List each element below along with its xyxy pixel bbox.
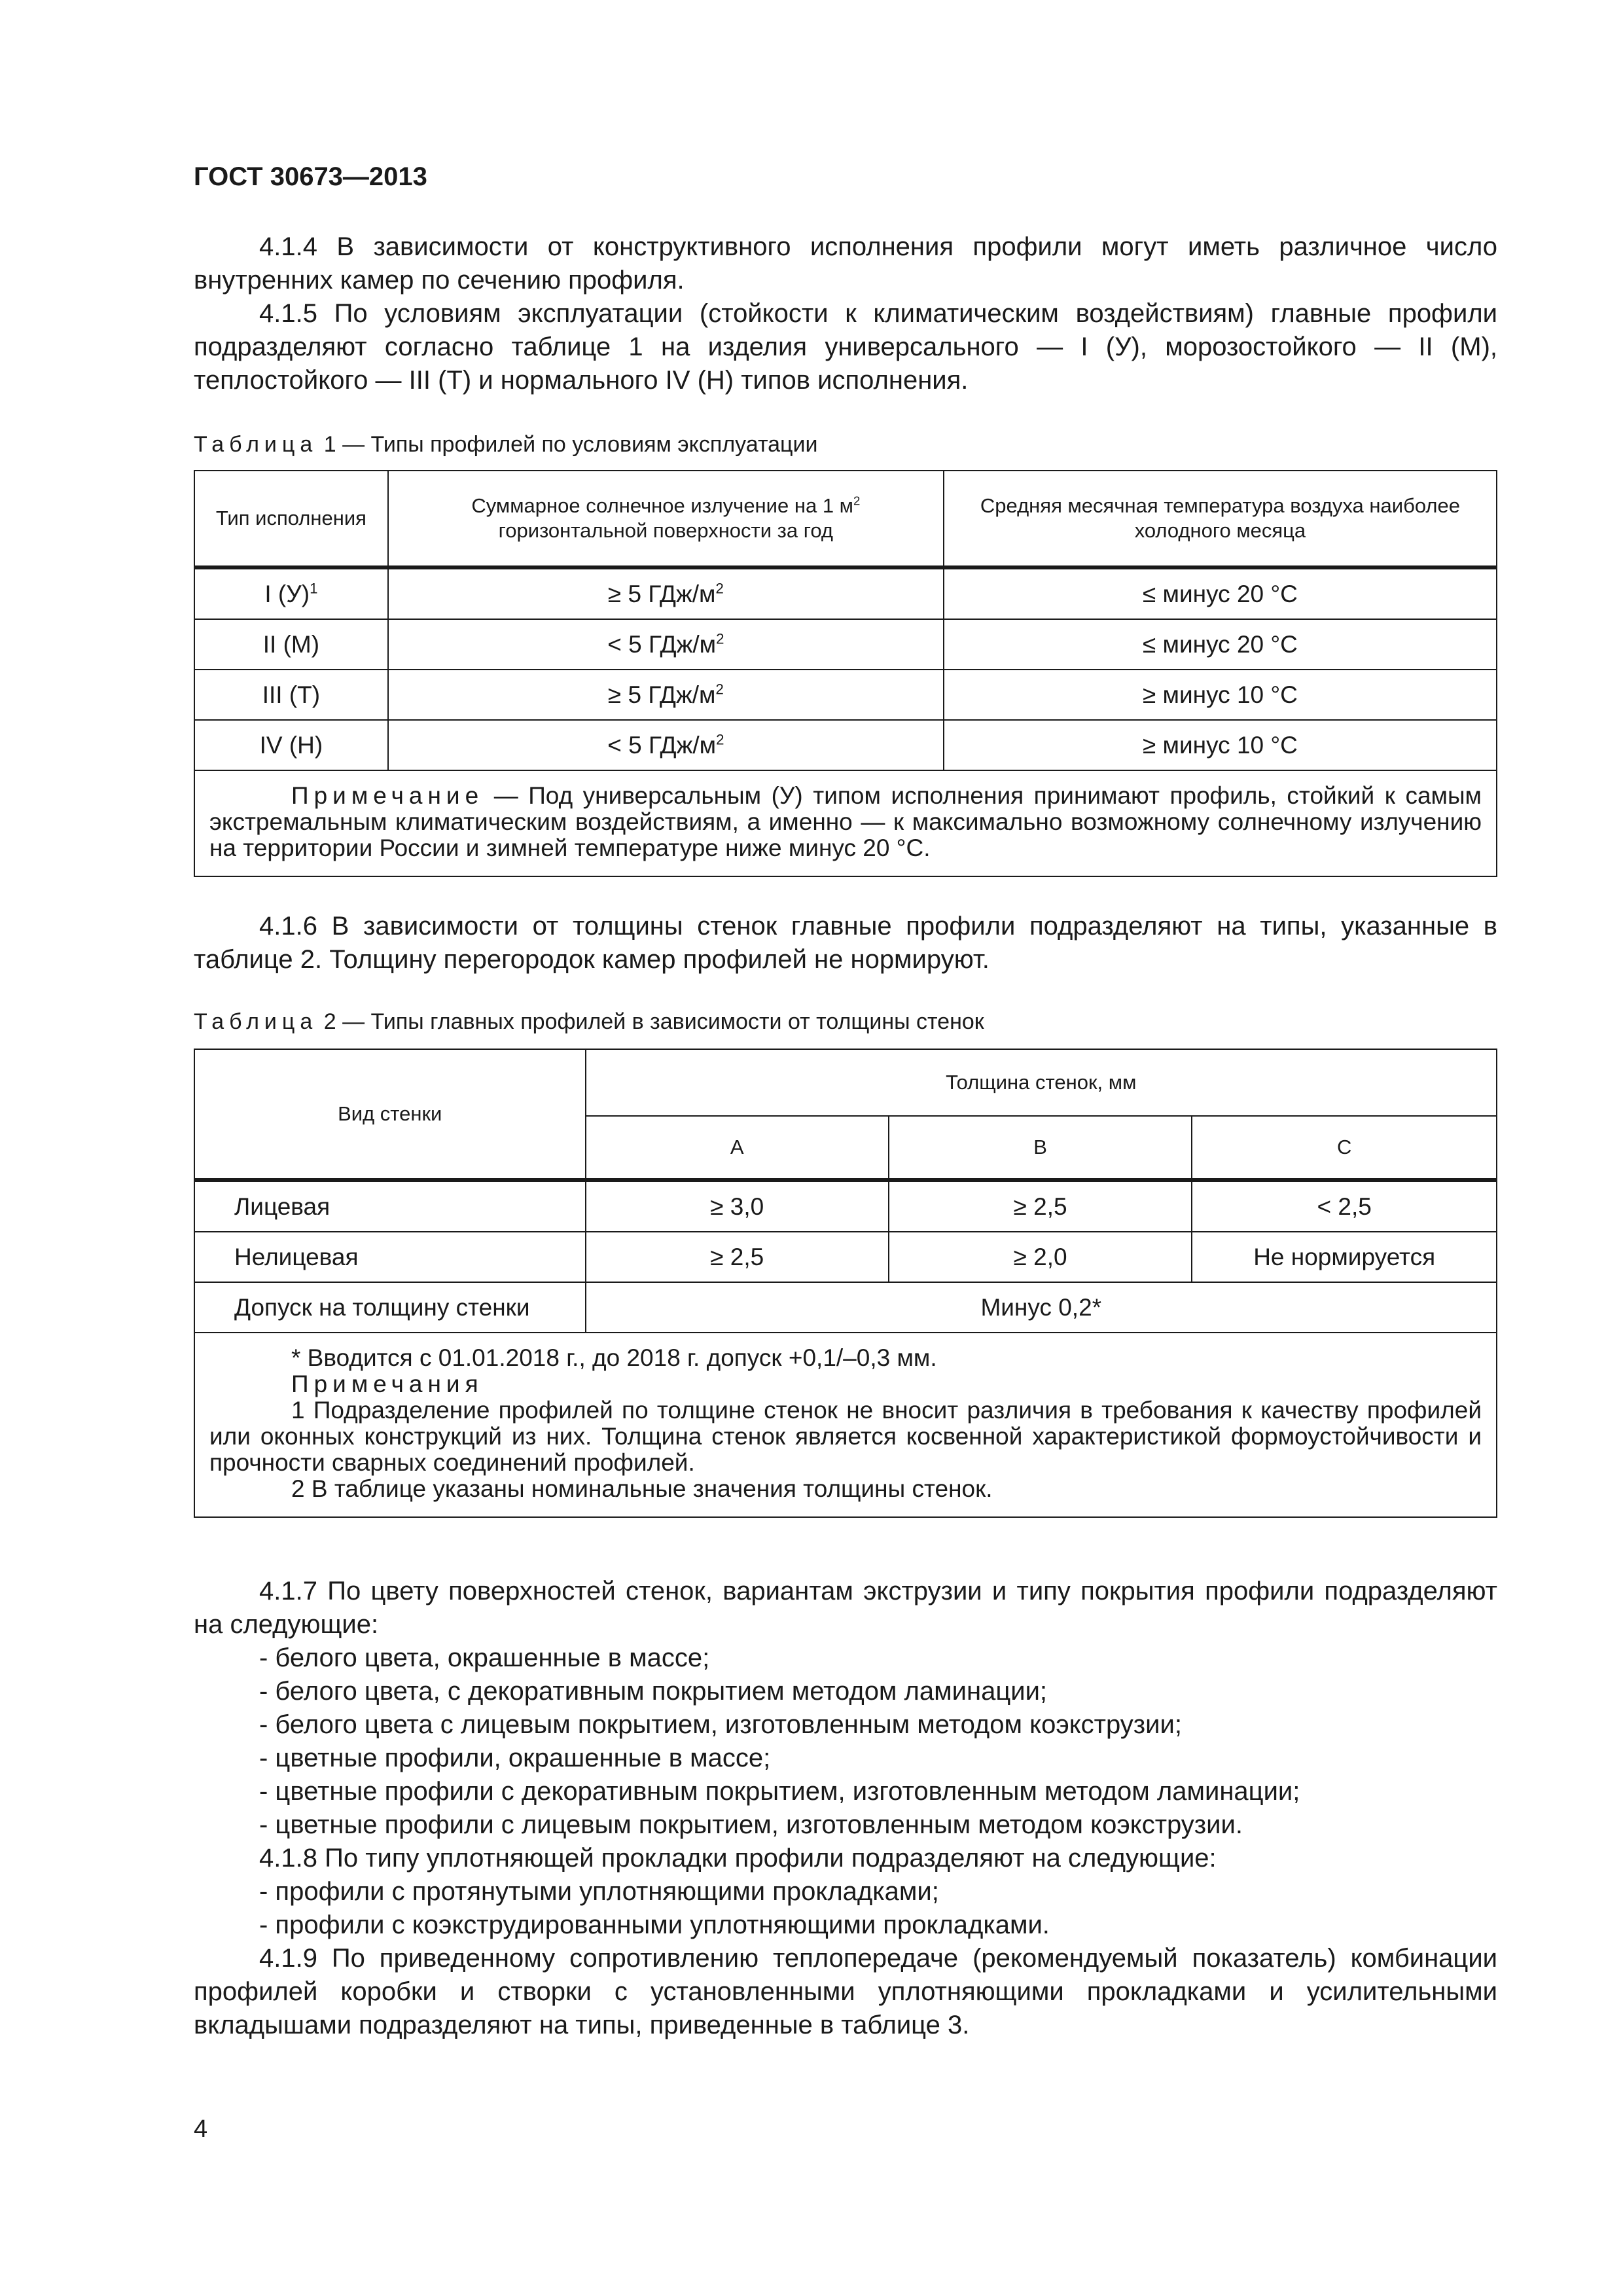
table-row	[194, 720, 1497, 770]
table2-cell-wall: Нелицевая	[194, 1232, 586, 1282]
list-item: - цветные профили с декоративным покрытием, изготовленным методом ламинации;	[259, 1777, 1300, 1806]
table1-cell-radiation	[388, 720, 944, 770]
cell-sup: 2	[716, 731, 724, 748]
table1	[194, 470, 1497, 877]
table2-notes-row	[194, 1333, 1497, 1517]
table1-caption	[194, 432, 818, 457]
list-item: - белого цвета с лицевым покрытием, изготовленным методом коэкструзии;	[259, 1710, 1182, 1739]
table2-notes-label: Примечания	[291, 1371, 484, 1397]
table2-header-thickness: Толщина стенок, мм	[586, 1049, 1497, 1116]
table1-header-row	[194, 471, 1497, 567]
table2-header-b: В	[889, 1116, 1192, 1180]
table1-cell-radiation	[388, 619, 944, 670]
table2-cell-wall: Лицевая	[194, 1180, 586, 1232]
table2-cell-b: ≥ 2,5	[889, 1180, 1192, 1232]
footnote-marker: 1	[310, 580, 318, 597]
table2-cell-c: < 2,5	[1192, 1180, 1497, 1232]
table1-cell-temperature: ≤ минус 20 °С	[944, 619, 1497, 670]
table1-cell-temperature: ≤ минус 20 °С	[944, 567, 1497, 619]
list-item: - профили с коэкструдированными уплотняющими прокладками.	[259, 1910, 1050, 1939]
cell-text: ≥ 5 ГДж/м	[607, 681, 716, 708]
table1-note	[194, 770, 1497, 876]
list-item: - белого цвета, окрашенные в массе;	[259, 1643, 710, 1672]
cell-sup: 2	[716, 630, 724, 647]
list-item: - профили с протянутыми уплотняющими прокладками;	[259, 1877, 939, 1906]
cell-sup: 2	[715, 580, 724, 597]
cell-text: < 5 ГДж/м	[607, 630, 717, 658]
table2-header-wall: Вид стенки	[194, 1049, 586, 1180]
list-item: - цветные профили с лицевым покрытием, изготовленным методом коэкструзии.	[259, 1810, 1243, 1839]
table1-cell-radiation	[388, 670, 944, 720]
table1-cell-type	[194, 567, 388, 619]
cell-text: ≥ 5 ГДж/м	[607, 580, 716, 607]
table2-footnote: * Вводится с 01.01.2018 г., до 2018 г. допуск +0,1/–0,3 мм.	[291, 1344, 937, 1371]
table2-caption	[194, 1009, 984, 1035]
table1-header-radiation-text: Суммарное солнечное излучение на 1 м	[471, 494, 853, 517]
paragraph-4-1-5: 4.1.5 По условиям эксплуатации (стойкости к климатическим воздействиям) главные профили подразделяют согласно таблице 1 на изделия универсального — I (У), морозостойкого — II (М), теплостойкого — III (Т) и нормального IV (Н) типов исполнения.	[194, 299, 1497, 395]
table1-cell-temperature: ≥ минус 10 °С	[944, 720, 1497, 770]
table1-cell-type: IV (Н)	[194, 720, 388, 770]
table1-header-radiation-line2: горизонтальной поверхности за год	[498, 519, 834, 542]
cell-text: I (У)	[264, 580, 310, 607]
table1-cell-type: III (Т)	[194, 670, 388, 720]
table2-cell-a: ≥ 3,0	[586, 1180, 889, 1232]
table1-header-type: Тип исполнения	[194, 471, 388, 567]
table1-caption-prefix: Таблица	[194, 432, 318, 457]
table1-caption-text: 1 — Типы профилей по условиям эксплуатации	[317, 432, 818, 457]
table2-caption-text: 2 — Типы главных профилей в зависимости от толщины стенок	[317, 1009, 984, 1034]
paragraph-4-1-8: 4.1.8 По типу уплотняющей прокладки профили подразделяют на следующие:	[259, 1844, 1217, 1873]
table-row	[194, 619, 1497, 670]
cell-text: < 5 ГДж/м	[607, 731, 717, 759]
table-row	[194, 670, 1497, 720]
table1-note-text: — Под универсальным (У) типом исполнения принимают профиль, стойкий к самым экстремальным климатическим воздействиям, а именно — к максимально возможному солнечному излучению на территории России и зимней температуре ниже минус 20 °С.	[209, 782, 1482, 861]
table1-cell-radiation	[388, 567, 944, 619]
table2-cell-b: ≥ 2,0	[889, 1232, 1192, 1282]
table2-note-2: 2 В таблице указаны номинальные значения толщины стенок.	[291, 1475, 993, 1502]
page-number: 4	[194, 2115, 208, 2143]
table2-cell-a: ≥ 2,5	[586, 1232, 889, 1282]
table1-note-label: Примечание	[291, 782, 484, 809]
table2-header-row	[194, 1049, 1497, 1116]
table2-tolerance-value: Минус 0,2*	[586, 1282, 1497, 1333]
table-row	[194, 567, 1497, 619]
table-row	[194, 1232, 1497, 1282]
document-header: ГОСТ 30673—2013	[194, 162, 427, 191]
list-4-1-7	[194, 1641, 1497, 1842]
table1-header-radiation	[388, 471, 944, 567]
table1-header-radiation-sup: 2	[853, 493, 861, 508]
table2-cell-c: Не нормируется	[1192, 1232, 1497, 1282]
table2	[194, 1049, 1497, 1518]
list-item: - белого цвета, с декоративным покрытием методом ламинации;	[259, 1677, 1048, 1706]
list-4-1-8	[194, 1875, 1497, 1942]
table1-cell-temperature: ≥ минус 10 °С	[944, 670, 1497, 720]
table1-note-row	[194, 770, 1497, 876]
list-item: - цветные профили, окрашенные в массе;	[259, 1744, 771, 1772]
table2-tolerance-label: Допуск на толщину стенки	[194, 1282, 586, 1333]
table2-header-a: А	[586, 1116, 889, 1180]
table-row	[194, 1282, 1497, 1333]
table-row	[194, 1180, 1497, 1232]
paragraph-4-1-4: 4.1.4 В зависимости от конструктивного исполнения профили могут иметь различное число внутренних камер по сечению профиля.	[194, 232, 1497, 295]
table2-header-c: С	[1192, 1116, 1497, 1180]
table1-header-temperature: Средняя месячная температура воздуха наиболее холодного месяца	[944, 471, 1497, 567]
table2-note-1: 1 Подразделение профилей по толщине стенок не вносит различия в требования к качеству профилей или оконных конструкций из них. Толщина стенок является косвенной характеристикой формоустойчивости и прочности сварных соединений профилей.	[209, 1397, 1482, 1476]
table2-notes	[194, 1333, 1497, 1517]
table1-cell-type: II (М)	[194, 619, 388, 670]
paragraph-4-1-7: 4.1.7 По цвету поверхностей стенок, вариантам экструзии и типу покрытия профили подразделяют на следующие:	[194, 1577, 1497, 1639]
table2-caption-prefix: Таблица	[194, 1009, 318, 1034]
cell-sup: 2	[715, 681, 724, 698]
paragraph-4-1-6: 4.1.6 В зависимости от толщины стенок главные профили подразделяют на типы, указанные в таблице 2. Толщину перегородок камер профилей не нормируют.	[194, 912, 1497, 974]
paragraph-4-1-9: 4.1.9 По приведенному сопротивлению теплопередаче (рекомендуемый показатель) комбинации профилей коробки и створки с установленными уплотняющими прокладками и усилительными вкладышами подразделяют на типы, приведенные в таблице 3.	[194, 1944, 1497, 2039]
